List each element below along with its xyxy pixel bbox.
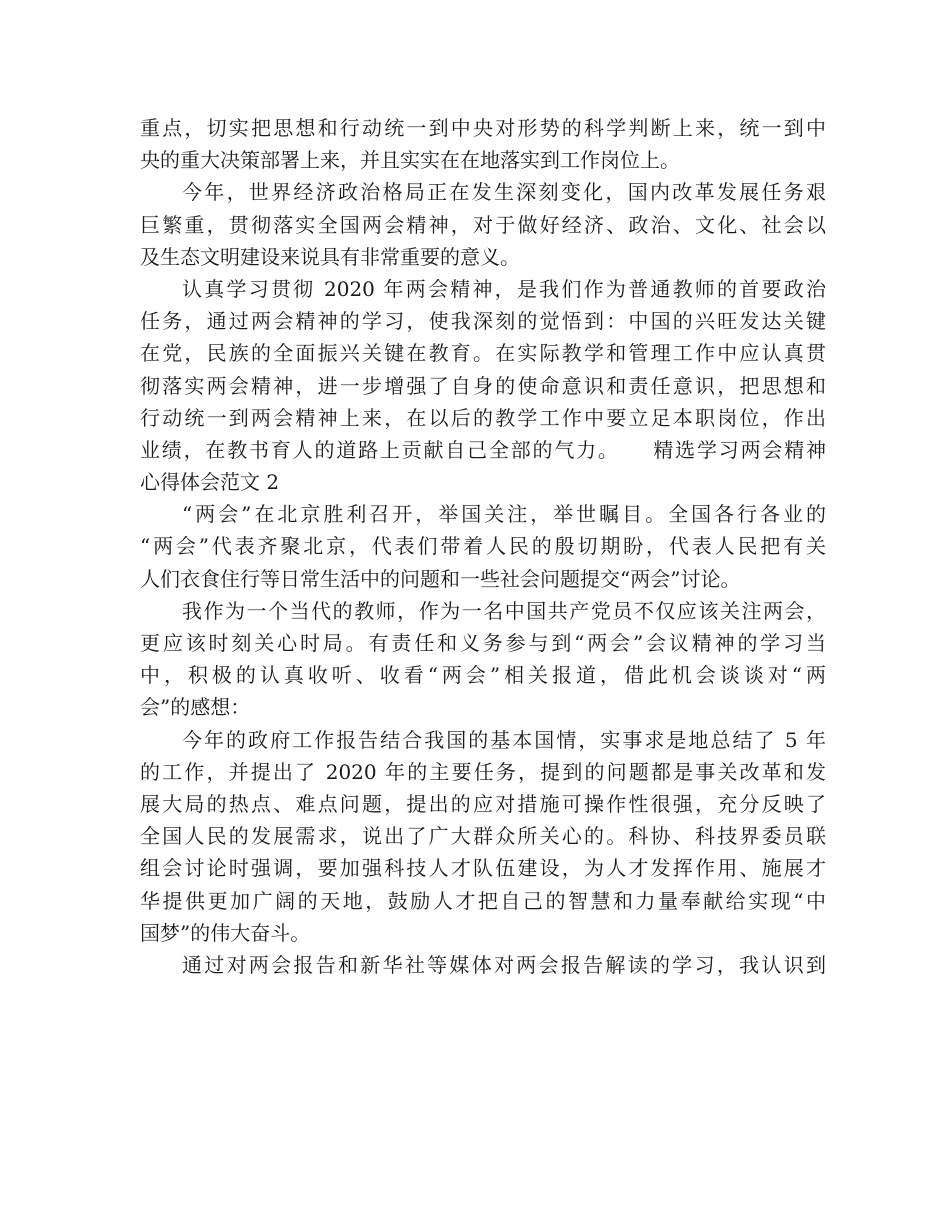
text-line: 巨繁重，贯彻落实全国两会精神，对于做好经济、政治、文化、社会以	[140, 212, 826, 237]
text-line: 人们衣食住行等日常生活中的问题和一些社会问题提交“两会”讨论。	[140, 566, 741, 591]
text-line: “两会”在北京胜利召开，举国关注，举世瞩目。全国各行各业的	[182, 502, 826, 527]
text-line: 会”的感想：	[140, 695, 251, 720]
text-line: 中，积极的认真收听、收看“两会”相关报道，借此机会谈谈对“两	[140, 663, 826, 688]
text-line: 央的重大决策部署上来，并且实实在在地落实到工作岗位上。	[140, 148, 680, 173]
text-line: 彻落实两会精神，进一步增强了自身的使命意识和责任意识，把思想和	[140, 373, 826, 398]
text-line: 通过对两会报告和新华社等媒体对两会报告解读的学习，我认识到	[182, 952, 826, 977]
text-line: 行动统一到两会精神上来，在以后的教学工作中要立足本职岗位，作出	[140, 405, 826, 430]
text-line: 展大局的热点、难点问题，提出的应对措施可操作性很强，充分反映了	[140, 791, 826, 816]
text-line: 今年，世界经济政治格局正在发生深刻变化，国内改革发展任务艰	[182, 180, 826, 205]
text-line: “两会”代表齐聚北京，代表们带着人民的殷切期盼，代表人民把有关	[140, 534, 826, 559]
text-line: 认真学习贯彻 2020 年两会精神，是我们作为普通教师的首要政治	[182, 276, 826, 301]
document-body	[140, 112, 826, 981]
text-line: 任务，通过两会精神的学习，使我深刻的觉悟到：中国的兴旺发达关键	[140, 309, 826, 334]
text-line: 华提供更加广阔的天地，鼓励人才把自己的智慧和力量奉献给实现“中	[140, 888, 826, 913]
text-line: 及生态文明建设来说具有非常重要的意义。	[140, 244, 520, 269]
text-line: 组会讨论时强调，要加强科技人才队伍建设，为人才发挥作用、施展才	[140, 856, 826, 881]
text-line: 心得体会范文 2	[140, 470, 280, 495]
text-line: 全国人民的发展需求，说出了广大群众所关心的。科协、科技界委员联	[140, 824, 826, 849]
text-line: 业绩，在教书育人的道路上贡献自己全部的气力。 精选学习两会精神	[140, 437, 826, 462]
text-line: 重点，切实把思想和行动统一到中央对形势的科学判断上来，统一到中	[140, 116, 826, 140]
text-line: 的工作，并提出了 2020 年的主要任务，提到的问题都是事关改革和发	[140, 759, 826, 784]
text-line: 在党，民族的全面振兴关键在教育。在实际教学和管理工作中应认真贯	[140, 341, 826, 366]
text-line: 更应该时刻关心时局。有责任和义务参与到“两会”会议精神的学习当	[140, 631, 826, 655]
text-line: 国梦”的伟大奋斗。	[140, 920, 311, 945]
text-line: 我作为一个当代的教师，作为一名中国共产党员不仅应该关注两会，	[182, 598, 826, 623]
text-line: 今年的政府工作报告结合我国的基本国情，实事求是地总结了 5 年	[182, 727, 826, 752]
